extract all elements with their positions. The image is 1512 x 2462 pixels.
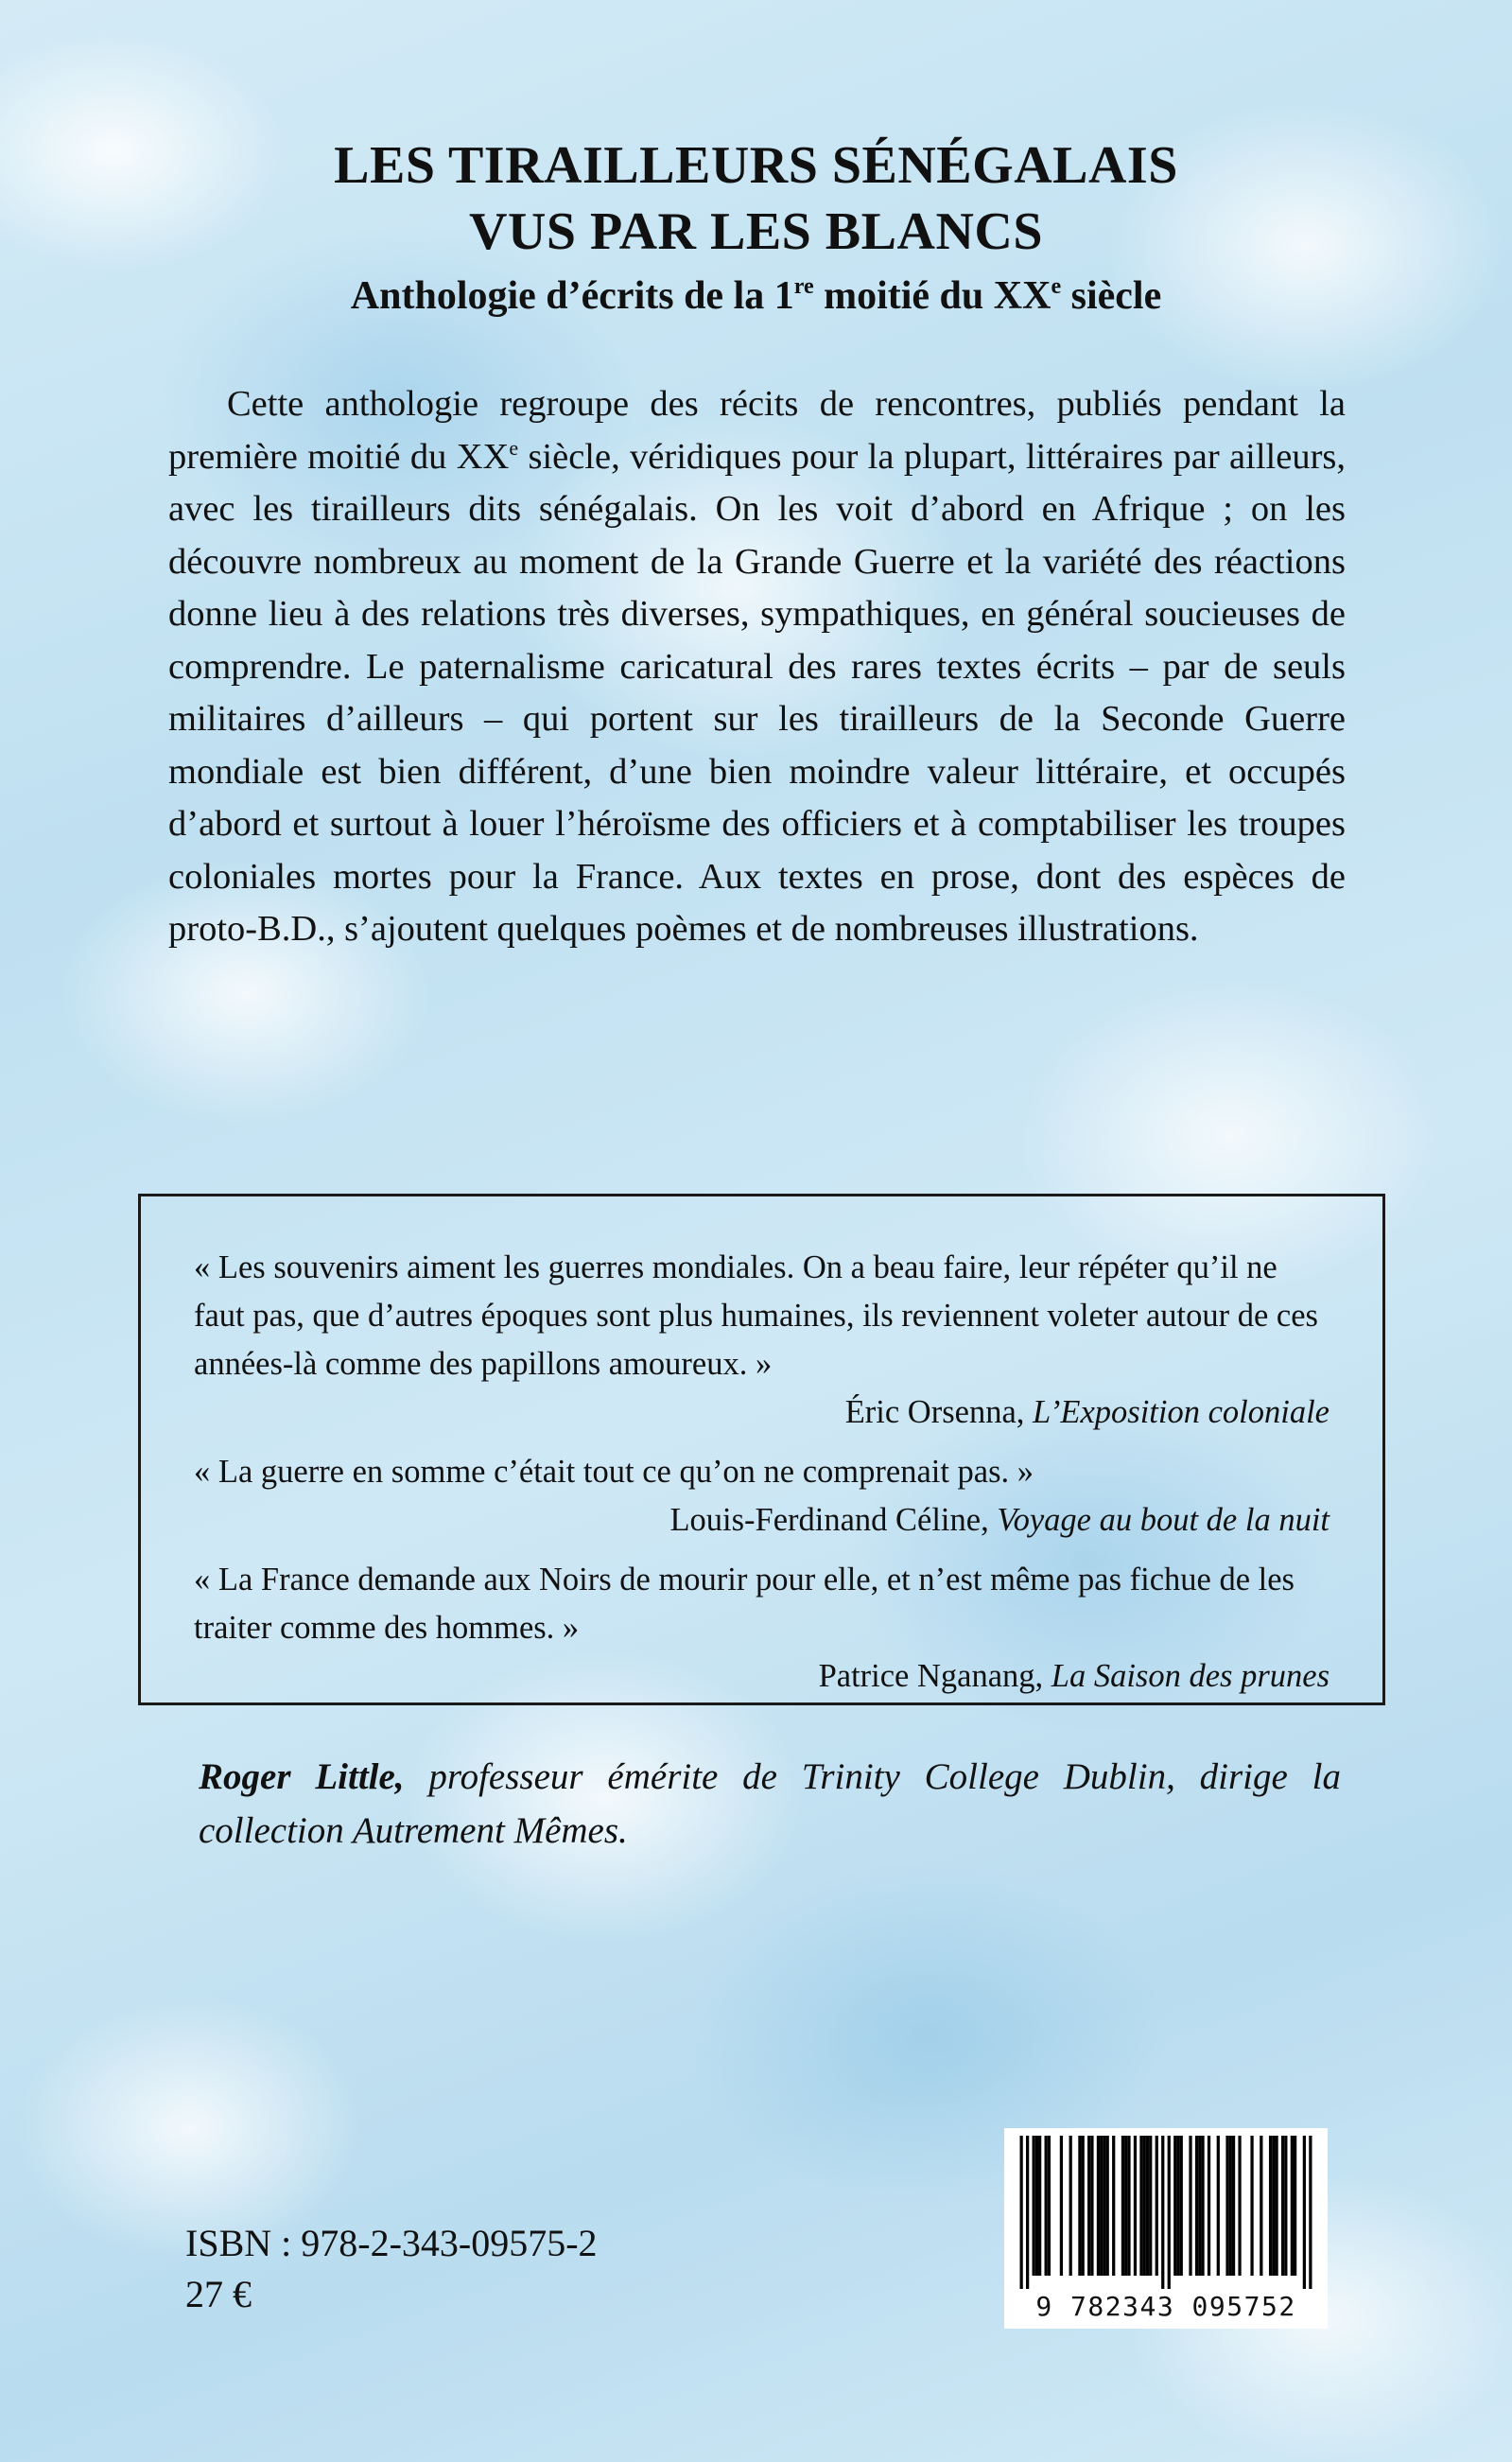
quote-work: La Saison des prunes xyxy=(1051,1658,1330,1694)
quotes-box xyxy=(138,1194,1385,1705)
quote-author: Patrice Nganang, xyxy=(818,1658,1051,1694)
barcode-bar xyxy=(1026,2136,1029,2289)
barcode-bar xyxy=(1260,2136,1262,2276)
quote-work: Voyage au bout de la nuit xyxy=(997,1502,1330,1538)
quote-source xyxy=(194,1388,1330,1437)
barcode-bar xyxy=(1284,2136,1287,2276)
subtitle-superscript-1: re xyxy=(793,274,814,299)
barcode-bar xyxy=(1146,2136,1149,2276)
barcode-bar xyxy=(1143,2136,1146,2276)
barcode-bar xyxy=(1272,2136,1275,2276)
barcode-bar xyxy=(1161,2136,1164,2289)
quote-author: Éric Orsenna, xyxy=(844,1394,1034,1430)
barcode-bar xyxy=(1173,2136,1176,2276)
quote-text: « La France demande aux Noirs de mourir pour elle, et n’est même pas fichue de les traiter comme des hommes. » xyxy=(194,1562,1295,1646)
isbn-label: ISBN : 978-2-343-09575-2 xyxy=(185,2222,598,2264)
barcode-bar xyxy=(1281,2136,1284,2276)
barcode-bars xyxy=(1014,2136,1318,2289)
barcode-bar xyxy=(1124,2136,1127,2276)
author-bio: professeur émérite de Trinity College Dublin, dirige la collection Autrement Mêmes. xyxy=(199,1756,1341,1851)
quote-author: Louis-Ferdinand Céline, xyxy=(669,1502,998,1538)
barcode-bar xyxy=(1195,2136,1198,2276)
barcode-bar xyxy=(1134,2136,1137,2276)
barcode-bar xyxy=(1201,2136,1204,2276)
barcode-bar xyxy=(1208,2136,1210,2276)
barcode-bar xyxy=(1035,2136,1038,2276)
barcode-bar xyxy=(1149,2136,1152,2276)
barcode-bar xyxy=(1309,2136,1312,2289)
subtitle-superscript-2: e xyxy=(1051,274,1062,299)
barcode-bar xyxy=(1060,2136,1063,2276)
quote-source xyxy=(194,1496,1330,1545)
barcode-bar xyxy=(1229,2136,1232,2276)
barcode-bar xyxy=(1100,2136,1103,2276)
barcode-bar xyxy=(1198,2136,1201,2276)
barcode-digits: 9 782343 095752 xyxy=(1035,2291,1296,2322)
barcode-bar xyxy=(1303,2136,1306,2289)
description-superscript: e xyxy=(509,435,519,460)
barcode-bar xyxy=(1045,2136,1048,2276)
quote-spacer xyxy=(194,1437,1330,1448)
subtitle-part-1: Anthologie d’écrits de la 1 xyxy=(350,274,794,318)
barcode-bar xyxy=(1225,2136,1228,2276)
barcode-bar xyxy=(1020,2136,1023,2289)
barcode-bar xyxy=(1127,2136,1130,2276)
barcode-bar xyxy=(1269,2136,1272,2276)
barcode-bar xyxy=(1103,2136,1105,2276)
barcode-bar xyxy=(1097,2136,1100,2276)
barcode-bar xyxy=(1082,2136,1085,2276)
barcode-bar xyxy=(1176,2136,1179,2276)
barcode-bar xyxy=(1168,2136,1171,2289)
description-part-2: siècle, véridiques pour la plupart, littéraires par ailleurs, avec les tirailleurs dits sénégalais. On les voit d’abord en Afrique ; on les découvre nombreux au moment de la Grande Guerre et la variété des réactions donne lieu à des relations très diverses, sympathiques, en général soucieuses de comprendre. Le paternalisme caricatural des rares textes écrits – par de seuls militaires d’ailleurs – qui portent sur les tirailleurs de la Seconde Guerre mondiale est bien différent, d’une bien moindre valeur littéraire, et occupés d’abord et surtout à louer l’héroïsme des officiers et à comptabiliser les troupes coloniales mortes pour la France. Aux textes en prose, dont des espèces de proto-B.D., s’ajoutent quelques poèmes et de nombreuses illustrations. xyxy=(168,436,1347,949)
barcode-bar xyxy=(1250,2136,1253,2276)
barcode-bar xyxy=(1033,2136,1035,2276)
barcode-bar xyxy=(1106,2136,1109,2276)
barcode-bar xyxy=(1087,2136,1090,2276)
barcode-bar xyxy=(1038,2136,1041,2276)
barcode-bar xyxy=(1078,2136,1081,2276)
barcode-bar xyxy=(1139,2136,1142,2276)
barcode-bar xyxy=(1238,2136,1241,2276)
barcode-bar xyxy=(1121,2136,1124,2276)
barcode-bar xyxy=(1291,2136,1294,2276)
book-description xyxy=(168,378,1346,956)
barcode-bar xyxy=(1112,2136,1115,2276)
barcode-bar xyxy=(1294,2136,1296,2276)
barcode-bar xyxy=(1090,2136,1093,2276)
price-label: 27 € xyxy=(185,2273,252,2315)
subtitle-part-3: siècle xyxy=(1061,274,1162,318)
barcode-bar xyxy=(1180,2136,1183,2276)
barcode-bar xyxy=(1217,2136,1220,2276)
barcode-bar xyxy=(1275,2136,1277,2276)
quote-text: « La guerre en somme c’était tout ce qu’on ne comprenait pas. » xyxy=(194,1454,1034,1490)
title-block xyxy=(0,132,1512,327)
barcode-bar xyxy=(1232,2136,1235,2276)
subtitle-part-2: moitié du XX xyxy=(813,274,1051,318)
quote-source xyxy=(194,1652,1330,1701)
barcode-bar xyxy=(1156,2136,1158,2276)
book-title-line-1: LES TIRAILLEURS SÉNÉGALAIS xyxy=(334,136,1178,195)
barcode xyxy=(1004,2128,1328,2329)
quote-work: L’Exposition coloniale xyxy=(1033,1394,1330,1430)
barcode-bar xyxy=(1189,2136,1191,2276)
author-note xyxy=(199,1750,1341,1858)
book-subtitle xyxy=(0,265,1512,327)
author-name: Roger Little, xyxy=(199,1756,405,1797)
barcode-bar xyxy=(1048,2136,1051,2276)
quote-text: « Les souvenirs aiment les guerres mondiales. On a beau faire, leur répéter qu’il ne faut pas, que d’autres époques sont plus humaines, ils reviennent voleter autour de ces années-là comme des papillons amoureux. » xyxy=(194,1249,1318,1382)
book-title-line-2: VUS PAR LES BLANCS xyxy=(469,202,1043,261)
quote-spacer xyxy=(194,1545,1330,1556)
description-part-1: Cette anthologie regroupe des récits de rencontres, publiés pendant la première moitié du XX xyxy=(168,384,1346,477)
barcode-bar xyxy=(1069,2136,1072,2276)
